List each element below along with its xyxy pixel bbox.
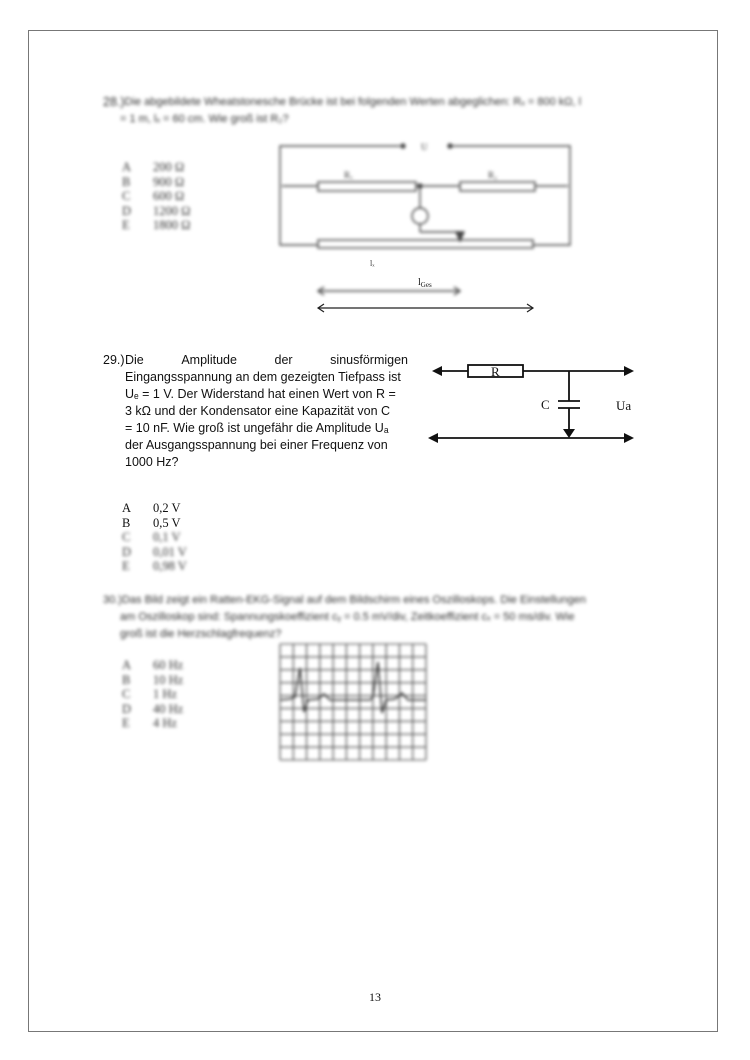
q29-line-2: Eingangsspannung an dem gezeigten Tiefpass ist	[125, 370, 401, 384]
q30-answer-c: C 1 Hz	[122, 687, 177, 701]
q28-text-line1: Die abgebildete Wheatstonesche Brücke ist bei folgenden Werten abgeglichen: Rₓ = 800 kΩ, l	[124, 96, 582, 108]
q28-answer-a: A 200 Ω	[122, 160, 185, 174]
filter-capacitor-label: C	[541, 397, 550, 412]
bridge-lx-label: lₓ	[370, 259, 375, 268]
q29-answer-e: E 0,98 V	[122, 559, 187, 573]
q30-answer-d: D 40 Hz	[122, 701, 184, 716]
q28-text-line2: = 1 m, lₓ = 60 cm. Wie groß ist R₂?	[120, 113, 289, 125]
q30-number: 30.)	[103, 594, 122, 606]
q30-text-line2: am Oszilloskop sind: Spannungskoeffizient cᵧ = 0.5 mV/div, Zeitkoeffizient cₓ = 50 ms/div. Wie	[120, 611, 575, 623]
bridge-resistor-x-label: Rₓ	[344, 170, 353, 180]
q29-answer-d: D 0,01 V	[122, 544, 187, 559]
q30-text-line1: Das Bild zeigt ein Ratten-EKG-Signal auf dem Bildschirm eines Oszilloskops. Die Einstellungen	[121, 594, 587, 606]
q29-line-5: = 10 nF. Wie groß ist ungefähr die Amplitude Uₐ	[125, 421, 389, 435]
q29-line-7: 1000 Hz?	[125, 455, 179, 469]
bridge-resistor-2-label: R₂	[488, 170, 498, 180]
q28-answer-b: B 900 Ω	[122, 174, 185, 189]
filter-resistor-label: R	[491, 364, 500, 379]
q29-line-6: der Ausgangsspannung bei einer Frequenz von	[125, 438, 388, 452]
q29-line-1: Die Amplitude der sinusförmigen	[125, 353, 408, 367]
q29-answer-c: C 0,1 V	[122, 530, 181, 544]
q29-answer-b: B 0,5 V	[122, 515, 181, 530]
q29-line-4: 3 kΩ und der Kondensator eine Kapazität von C	[125, 404, 391, 418]
q29-number: 29.)	[103, 353, 125, 367]
bridge-lges-main: l	[418, 277, 421, 288]
q29-line-3: Uₑ = 1 V. Der Widerstand hat einen Wert von R =	[125, 387, 396, 401]
page-number: 13	[369, 990, 381, 1004]
bridge-source-label: U	[421, 142, 428, 152]
q30-text-line3: groß ist die Herzschlagfrequenz?	[120, 628, 282, 640]
bridge-lges-sub: Ges	[420, 281, 432, 289]
q28-answer-d: D 1200 Ω	[122, 203, 191, 218]
q30-answer-e: E 4 Hz	[122, 716, 177, 730]
q29-answer-a: A 0,2 V	[122, 501, 181, 515]
q28-answer-c: C 600 Ω	[122, 189, 185, 203]
q28-number: 28.)	[103, 95, 125, 109]
q30-answer-a: A 60 Hz	[122, 658, 184, 672]
q30-answer-b: B 10 Hz	[122, 672, 184, 687]
filter-output-label: Ua	[616, 398, 632, 413]
q28-answer-e: E 1800 Ω	[122, 218, 191, 232]
